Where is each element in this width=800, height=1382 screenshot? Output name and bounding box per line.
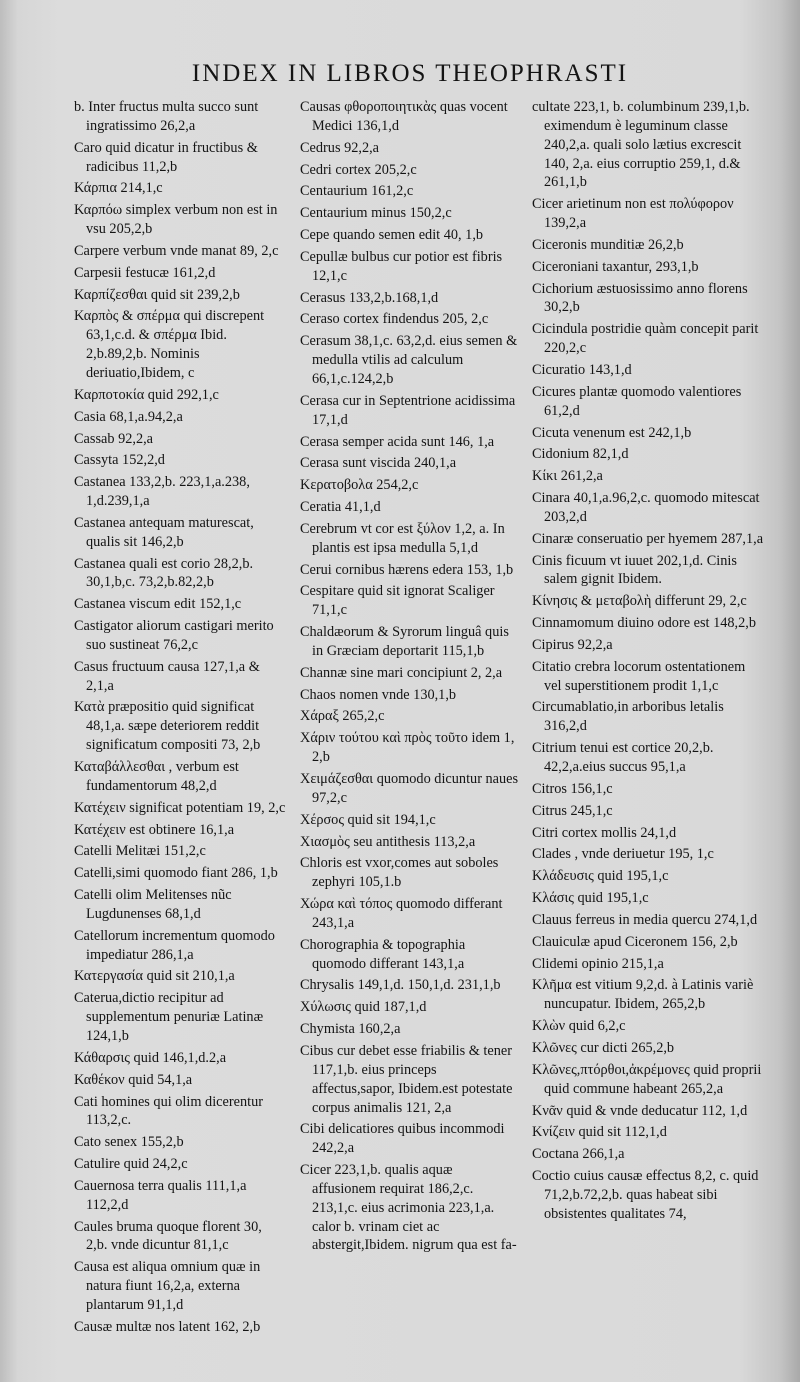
index-entry: Circumablatio,in arboribus letalis 316,2,d xyxy=(532,699,724,735)
index-entry: Κατέχειν est obtinere 16,1,a xyxy=(74,821,235,838)
index-entry: Κνᾶν quid & vnde deducatur 112, 1,d xyxy=(532,1102,748,1119)
index-entry: Castanea antequam maturescat, qualis sit 146,2,b xyxy=(74,514,254,550)
index-entry: Cassab 92,2,a xyxy=(74,430,154,447)
index-column-3 xyxy=(532,98,764,1227)
index-entry: Caterua,dictio recipitur ad supplementum penuriæ Latinæ 124,1,b xyxy=(74,990,264,1044)
index-entry: Χειμάζεσθαι quomodo dicuntur naues 97,2,c xyxy=(300,771,519,806)
index-entry: Χέρσος quid sit 194,1,c xyxy=(300,811,436,828)
index-entry: Χάραξ 265,2,c xyxy=(300,708,385,725)
index-entry: Coctio cuius causæ effectus 8,2, c. quid 71,2,b.72,2,b. quas habeat sibi obsistentes qualitates 74, xyxy=(532,1168,759,1222)
index-entry: Κάθαρσις quid 146,1,d.2,a xyxy=(74,1049,227,1066)
index-column-1 xyxy=(74,98,286,1340)
index-entry: Cinnamomum diuino odore est 148,2,b xyxy=(532,615,756,632)
index-entry: Cipirus 92,2,a xyxy=(532,636,613,653)
index-entry: Κλάσις quid 195,1,c xyxy=(532,890,649,907)
index-entry: Chymista 160,2,a xyxy=(300,1021,401,1038)
index-entry: Κλῶνες cur dicti 265,2,b xyxy=(532,1039,675,1056)
index-entry: Καρποτοκία quid 292,1,c xyxy=(74,386,219,403)
index-entry: Ciceronis munditiæ 26,2,b xyxy=(532,236,684,253)
index-entry: Clauus ferreus in media quercu 274,1,d xyxy=(532,911,758,928)
index-entry: Κλῶνες,πτόρθοι,ἀκρέμονες quid proprii quid commune habeant 265,2,a xyxy=(532,1061,762,1097)
index-entry: Cicer arietinum non est πολύφορον 139,2,a xyxy=(532,196,734,232)
index-entry: Κλῆμα est vitium 9,2,d. à Latinis variè nuncupatur. Ibidem, 265,2,b xyxy=(532,977,754,1013)
index-entry: Cedrus 92,2,a xyxy=(300,139,380,156)
index-entry: Cicer 223,1,b. qualis aquæ affusionem requirat 186,2,c. 213,1,c. eius acrimonia 223,1,a. calor b. vrinam ciet ac abstergit,Ibidem. nigrum qua est fa- xyxy=(300,1162,517,1254)
index-entry: Cerasum 38,1,c. 63,2,d. eius semen & medulla vtilis ad calculum 66,1,c.124,2,b xyxy=(300,333,518,387)
index-entry: Catulire quid 24,2,c xyxy=(74,1156,188,1173)
index-entry: Clades , vnde deriuetur 195, 1,c xyxy=(532,846,714,863)
index-entry: Casia 68,1,a.94,2,a xyxy=(74,408,183,425)
index-entry: Κατεργασία quid sit 210,1,a xyxy=(74,968,235,985)
index-entry: Castanea viscum edit 152,1,c xyxy=(74,596,242,613)
index-entry: Cato senex 155,2,b xyxy=(74,1134,184,1151)
index-entry: Cerasa sunt viscida 240,1,a xyxy=(300,455,457,472)
index-entry: Castigator aliorum castigari merito suo sustineat 76,2,c xyxy=(74,618,274,653)
index-entry: Cinaræ conseruatio per hyemem 287,1,a xyxy=(532,530,764,547)
index-entry: Κατέχειν significat potentiam 19, 2,c xyxy=(74,799,286,816)
index-entry: Cepe quando semen edit 40, 1,b xyxy=(300,227,484,244)
index-entry: Chrysalis 149,1,d. 150,1,d. 231,1,b xyxy=(300,977,501,994)
page-header: INDEX IN LIBROS THEOPHRASTI xyxy=(191,60,629,87)
index-entry: Chorographia & topographia quomodo differant 143,1,a xyxy=(300,936,466,972)
index-entry: Ciceroniani taxantur, 293,1,b xyxy=(532,258,699,275)
index-entry: Citrium tenui est cortice 20,2,b. 42,2,a.eius succus 95,1,a xyxy=(532,740,714,775)
index-entry: Κερατοβολα 254,2,c xyxy=(300,477,419,494)
index-entry: Castanea quali est corio 28,2,b. 30,1,b,c. 73,2,b.82,2,b xyxy=(74,555,254,591)
index-entry: Cichorium æstuosissimo anno florens 30,2,b xyxy=(532,280,748,316)
index-entry: Citros 156,1,c xyxy=(532,780,613,797)
index-entry: Cibi delicatiores quibus incommodi 242,2,a xyxy=(300,1121,505,1157)
index-entry: Clidemi opinio 215,1,a xyxy=(532,955,664,972)
index-entry: Centaurium 161,2,c xyxy=(300,183,414,200)
index-column-2 xyxy=(300,98,520,1258)
index-entry: Cati homines qui olim dicerentur 113,2,c. xyxy=(74,1093,264,1129)
index-entry: Carpesii festucæ 161,2,d xyxy=(74,264,216,281)
index-entry: Χιασμὸς seu antithesis 113,2,a xyxy=(300,833,476,850)
index-entry: Cauernosa terra qualis 111,1,a 112,2,d xyxy=(74,1177,247,1213)
index-entry: Χύλωσις quid 187,1,d xyxy=(300,999,427,1016)
index-entry: Caules bruma quoque florent 30, 2,b. vnde dicuntur 81,1,c xyxy=(74,1218,262,1254)
index-entry: Κλάδευσις quid 195,1,c xyxy=(532,868,669,885)
index-entry: Casus fructuum causa 127,1,a & 2,1,a xyxy=(74,658,260,694)
index-entry: Cerui cornibus hærens edera 153, 1,b xyxy=(300,561,514,578)
index-entry: Cerebrum vt cor est ξύλον 1,2, a. In plantis est ipsa medulla 5,1,d xyxy=(300,520,505,556)
index-entry: Cerasa semper acida sunt 146, 1,a xyxy=(300,433,495,450)
index-entry: Κλὼν quid 6,2,c xyxy=(532,1018,626,1035)
index-entry: Chaos nomen vnde 130,1,b xyxy=(300,686,457,703)
index-entry: Cedri cortex 205,2,c xyxy=(300,161,417,178)
index-entry: Καταβάλλεσθαι , verbum est fundamentorum 48,2,d xyxy=(74,759,239,794)
index-entry: Citri cortex mollis 24,1,d xyxy=(532,824,677,841)
index-entry: Causæ multæ nos latent 162, 2,b xyxy=(74,1318,261,1335)
index-entry: Chloris est vxor,comes aut soboles zephyri 105,1.b xyxy=(300,855,499,891)
index-entry: Causas φθοροποιητικὰς quas vocent Medici 136,1,d xyxy=(300,99,508,134)
index-entry: Castanea 133,2,b. 223,1,a.238, 1,d.239,1,a xyxy=(74,474,250,510)
index-entry: Cerasus 133,2,b.168,1,d xyxy=(300,289,439,306)
index-entry: Centaurium minus 150,2,c xyxy=(300,205,452,222)
index-entry: Κίνησις & μεταβολὴ differunt 29, 2,c xyxy=(532,593,747,610)
index-entry: Κνίζειν quid sit 112,1,d xyxy=(532,1124,667,1141)
index-entry: Χάριν τούτου καὶ πρὸς τοῦτο idem 1, 2,b xyxy=(300,730,515,766)
index-entry: Catelli olim Melitenses nũc Lugdunenses 68,1,d xyxy=(74,887,232,922)
index-entry: Cicuta venenum est 242,1,b xyxy=(532,424,692,441)
index-entry: Catellorum incrementum quomodo impediatur 286,1,a xyxy=(74,927,275,963)
index-entry: Catelli Melitæi 151,2,c xyxy=(74,843,206,860)
index-entry: Χώρα καὶ τόπος quomodo differant 243,1,a xyxy=(300,896,503,931)
index-entry: Κάρπια 214,1,c xyxy=(74,180,163,197)
index-entry: Cicindula postridie quàm concepit parit 220,2,c xyxy=(532,321,759,357)
index-entry: Cicures plantæ quomodo valentiores 61,2,d xyxy=(532,383,742,419)
index-entry: Carpere verbum vnde manat 89, 2,c xyxy=(74,242,279,259)
index-entry: Cicuratio 143,1,d xyxy=(532,361,632,378)
index-entry: Cibus cur debet esse friabilis & tener 117,1,b. eius princeps affectus,sapor, Ibidem.est potestate corpus animalis 121, 2,a xyxy=(300,1042,513,1116)
index-entry: Cidonium 82,1,d xyxy=(532,446,629,463)
index-entry: Ceraso cortex findendus 205, 2,c xyxy=(300,311,489,328)
index-entry: Κίκι 261,2,a xyxy=(532,468,603,485)
index-entry: Καρπόω simplex verbum non est in vsu 205,2,b xyxy=(74,202,278,238)
index-entry: Clauiculæ apud Ciceronem 156, 2,b xyxy=(532,933,738,950)
index-entry: Channæ sine mari concipiunt 2, 2,a xyxy=(300,664,503,681)
index-entry: Causa est aliqua omnium quæ in natura fiunt 16,2,a, externa plantarum 91,1,d xyxy=(74,1259,261,1313)
index-entry: cultate 223,1, b. columbinum 239,1,b. eximendum è leguminum classe 240,2,a. quali solo lætius excrescit 140, 2,a. eius corruptio 259,1, d.& 261,1,b xyxy=(532,99,750,191)
index-entry: Ceratia 41,1,d xyxy=(300,499,381,516)
index-entry: Cassyta 152,2,d xyxy=(74,452,165,469)
index-entry: Citrus 245,1,c xyxy=(532,802,613,819)
index-entry: Cepullæ bulbus cur potior est fibris 12,1,c xyxy=(300,248,503,284)
index-entry: Citatio crebra locorum ostentationem vel superstitionem prodit 1,1,c xyxy=(532,658,746,694)
index-entry: Cespitare quid sit ignorat Scaliger 71,1,c xyxy=(300,583,495,619)
index-entry: Caro quid dicatur in fructibus & radicibus 11,2,b xyxy=(74,139,258,175)
index-entry: Catelli,simi quomodo fiant 286, 1,b xyxy=(74,865,278,882)
index-entry: Cinara 40,1,a.96,2,c. quomodo mitescat 203,2,d xyxy=(532,490,760,525)
index-entry: Chaldæorum & Syrorum linguâ quis in Græciam deportarit 115,1,b xyxy=(300,624,509,659)
index-entry: Καθέκον quid 54,1,a xyxy=(74,1071,193,1088)
index-entry: b. Inter fructus multa succo sunt ingratissimo 26,2,a xyxy=(74,99,259,134)
index-entry: Κατὰ præpositio quid significat 48,1,a. sæpe deteriorem reddit significatum compositi 73, 2,b xyxy=(74,699,261,754)
index-entry: Καρπὸς & σπέρμα qui discrepent 63,1,c.d. & σπέρμα Ibid. 2,b.89,2,b. Nominis deriuatio,Ibidem, c xyxy=(74,308,265,381)
index-entry: Cerasa cur in Septentrione acidissima 17,1,d xyxy=(300,392,516,428)
index-entry: Cinis ficuum vt iuuet 202,1,d. Cinis salem gignit Ibidem. xyxy=(532,552,737,588)
index-entry: Καρπίζεσθαι quid sit 239,2,b xyxy=(74,286,240,303)
index-entry: Coctana 266,1,a xyxy=(532,1146,625,1163)
